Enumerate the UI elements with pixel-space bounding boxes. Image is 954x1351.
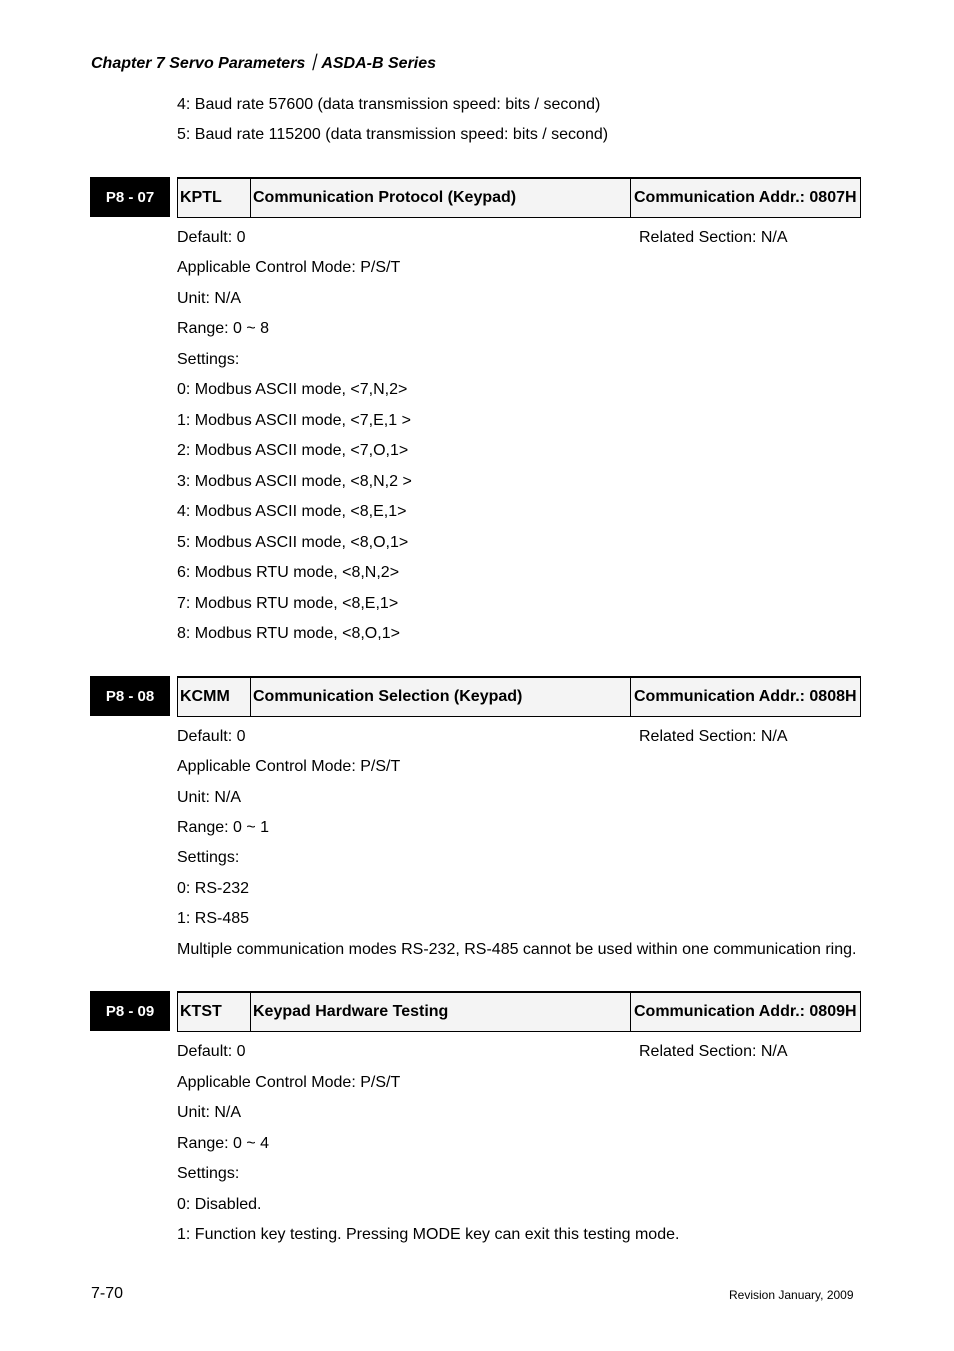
param-addr: Communication Addr.: 0809H xyxy=(634,1003,857,1020)
param-abbr: KTST xyxy=(178,993,251,1031)
related-section: Related Section: N/A xyxy=(639,229,788,246)
param-line: Range: 0 ~ 8 xyxy=(177,320,270,337)
param-abbr: KCMM xyxy=(178,678,251,716)
param-box xyxy=(177,676,861,717)
param-code: P8 - 09 xyxy=(90,991,170,1031)
param-line: Multiple communication modes RS-232, RS-485 cannot be used within one communication ring. xyxy=(177,941,857,958)
param-line: 1: Function key testing. Pressing MODE key can exit this testing mode. xyxy=(177,1226,680,1243)
param-line: Unit: N/A xyxy=(177,290,242,307)
param-line: Settings: xyxy=(177,1165,240,1182)
param-line: 7: Modbus RTU mode, <8,E,1> xyxy=(177,595,399,612)
param-line: Applicable Control Mode: P/S/T xyxy=(177,1074,401,1091)
param-line: 0: Modbus ASCII mode, <7,N,2> xyxy=(177,381,408,398)
related-section: Related Section: N/A xyxy=(639,1043,788,1060)
page-number: 7-70 xyxy=(91,1285,124,1302)
param-code: P8 - 08 xyxy=(90,676,170,716)
param-code: P8 - 07 xyxy=(90,177,170,217)
param-line: Unit: N/A xyxy=(177,789,242,806)
param-box xyxy=(177,177,861,218)
param-line: 5: Modbus ASCII mode, <8,O,1> xyxy=(177,534,409,551)
param-line: Default: 0 xyxy=(177,229,246,246)
param-line: 1: Modbus ASCII mode, <7,E,1 > xyxy=(177,412,411,429)
intro-line: 5: Baud rate 115200 (data transmission speed: bits / second) xyxy=(177,126,609,143)
param-box xyxy=(177,991,861,1032)
param-line: 4: Modbus ASCII mode, <8,E,1> xyxy=(177,503,407,520)
param-line: Settings: xyxy=(177,849,240,866)
param-line: Settings: xyxy=(177,351,240,368)
param-line: 6: Modbus RTU mode, <8,N,2> xyxy=(177,564,400,581)
param-name: Communication Protocol (Keypad) xyxy=(251,179,631,217)
page-header: Chapter 7 Servo Parameters｜ASDA-B Series xyxy=(91,55,437,72)
param-line: 8: Modbus RTU mode, <8,O,1> xyxy=(177,625,400,642)
revision-note: Revision January, 2009 xyxy=(729,1288,854,1302)
param-line: Applicable Control Mode: P/S/T xyxy=(177,259,401,276)
param-line: Range: 0 ~ 1 xyxy=(177,819,270,836)
param-line: Range: 0 ~ 4 xyxy=(177,1135,270,1152)
param-addr: Communication Addr.: 0807H xyxy=(634,189,857,206)
related-section: Related Section: N/A xyxy=(639,728,788,745)
param-line: Applicable Control Mode: P/S/T xyxy=(177,758,401,775)
param-line: 0: RS-232 xyxy=(177,880,250,897)
param-line: 0: Disabled. xyxy=(177,1196,262,1213)
param-header-p8-08 xyxy=(90,676,861,718)
param-abbr: KPTL xyxy=(178,179,251,217)
param-header-p8-09 xyxy=(90,991,861,1033)
param-line: 3: Modbus ASCII mode, <8,N,2 > xyxy=(177,473,412,490)
param-line: 2: Modbus ASCII mode, <7,O,1> xyxy=(177,442,409,459)
param-line: 1: RS-485 xyxy=(177,910,250,927)
param-name: Keypad Hardware Testing xyxy=(251,993,631,1031)
param-line: Default: 0 xyxy=(177,728,246,745)
param-line: Unit: N/A xyxy=(177,1104,242,1121)
param-header-p8-07 xyxy=(90,177,861,219)
intro-line: 4: Baud rate 57600 (data transmission speed: bits / second) xyxy=(177,96,601,113)
param-addr: Communication Addr.: 0808H xyxy=(634,688,857,705)
param-name: Communication Selection (Keypad) xyxy=(251,678,631,716)
param-line: Default: 0 xyxy=(177,1043,246,1060)
